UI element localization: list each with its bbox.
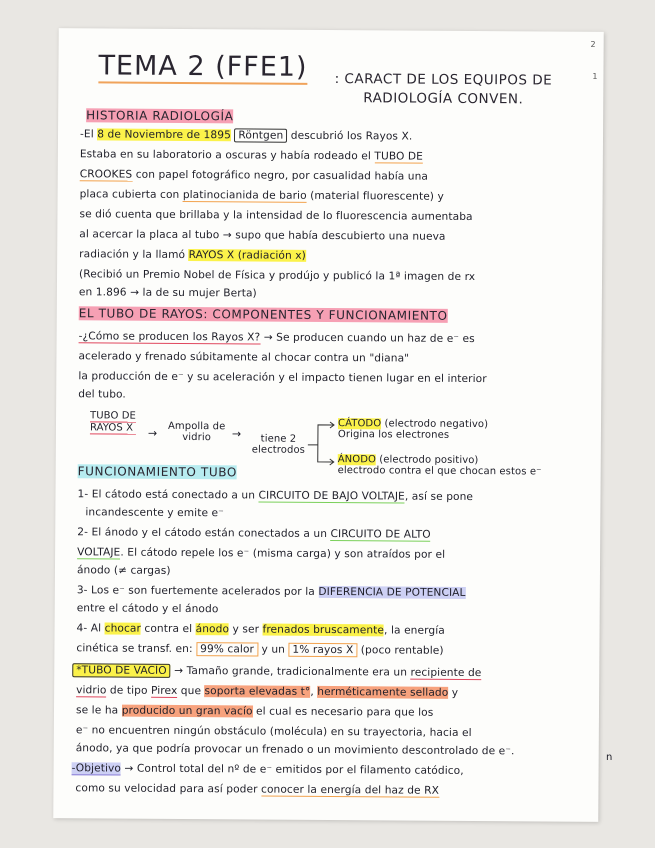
- text-line: *TUBO DE VACÍO → Tamaño grande, tradicionalmente era un recipiente de: [72, 664, 481, 679]
- page-number: 2: [590, 39, 596, 49]
- branch-arrow-icon: [306, 418, 336, 468]
- diagram-node-electrodos: tiene 2 electrodos: [251, 433, 306, 456]
- diagram-node-catodo: CÁTODO (electrodo negativo) Origina los electrones: [337, 418, 489, 441]
- text-line: se le ha producido un gran vacío el cual es necesario para que los: [75, 704, 434, 719]
- arrow-icon: →: [147, 426, 158, 440]
- text-line: como su velocidad para así poder conocer la energía del haz de RX: [75, 782, 440, 797]
- text-line: se dió cuenta que brillaba y la intensidad de lo fluorescencia aumentaba: [79, 208, 473, 224]
- text-line: ánodo (≠ cargas): [76, 564, 171, 577]
- text-line: e⁻ no encuentren ningún obstáculo (molécula) en su trayectoria, hacia el: [75, 724, 472, 740]
- text-line: -El 8 de Noviembre de 1895 Röntgen descubrió los Rayos X.: [79, 128, 413, 143]
- text-line: al acercar la placa al tubo → supo que había descubierto una nueva: [79, 228, 446, 243]
- text-line: (Recibió un Premio Nobel de Física y prodújo y publicó la 1ª imagen de rx: [79, 268, 476, 284]
- diagram-node-tubo: TUBO DE RAYOS X: [89, 410, 136, 434]
- text-line: VOLTAJE. El cátodo repele los e⁻ (misma carga) y son atraídos por el: [77, 546, 446, 561]
- text-line: -Objetivo → Control total del nº de e⁻ emitidos por el filamento catódico,: [71, 762, 464, 777]
- text-line: incandescente y emite e⁻: [85, 506, 224, 520]
- text-line: 3- Los e⁻ son fuertemente acelerados por la DIFERENCIA DE POTENCIAL: [76, 584, 466, 599]
- text-line: CROOKES con papel fotográfico negro, por casualidad había una: [79, 168, 429, 183]
- section-heading-historia: HISTORIA RADIOLOGÍA: [86, 108, 234, 124]
- text-line: radiación y la llamó RAYOS X (radiación x): [79, 248, 306, 262]
- text-line: vidrio de tipo Pirex que soporta elevadas t°, herméticamente sellado y: [76, 684, 459, 699]
- diagram-node-anodo: ÁNODO (electrodo positivo) electrodo contra el que chocan estos e⁻: [337, 454, 542, 478]
- margin-mark: n: [606, 752, 613, 763]
- text-line: -¿Cómo se producen los Rayos X? → Se producen cuando un haz de e⁻ es: [78, 330, 475, 346]
- text-line: ánodo, ya que podría provocar un frenado o un movimiento descontrolado de e⁻.: [75, 742, 515, 758]
- text-line: 2- El ánodo y el cátodo están conectados a un CIRCUITO DE ALTO: [77, 526, 431, 541]
- text-line: acelerado y frenado súbitamente al chocar contra un "diana": [78, 350, 410, 365]
- text-line: Estaba en su laboratorio a oscuras y había rodeado el TUBO DE: [79, 148, 424, 163]
- section-heading-funcionamiento: FUNCIONAMIENTO TUBO: [77, 464, 237, 480]
- text-line: placa cubierta con platinocianida de bario (material fluorescente) y: [79, 188, 444, 203]
- arrow-icon: →: [231, 427, 242, 441]
- page-number: 1: [592, 71, 598, 81]
- diagram-node-ampolla: Ampolla de vidrio: [167, 420, 226, 444]
- page-title: TEMA 2 (FFE1): [98, 50, 308, 83]
- page-subtitle: : CARACT DE LOS EQUIPOS DE RADIOLOGÍA CONVEN.: [334, 71, 553, 108]
- text-line: cinética se transf. en: 99% calor y un 1% rayos X (poco rentable): [76, 642, 444, 657]
- text-line: 4- Al chocar contra el ánodo y ser frenados bruscamente, la energía: [76, 622, 445, 637]
- text-line: 1- El cátodo está conectado a un CIRCUITO DE BAJO VOLTAJE, así se pone: [77, 488, 474, 504]
- section-heading-tubo: EL TUBO DE RAYOS: COMPONENTES Y FUNCIONAMIENTO: [78, 306, 448, 323]
- notebook-page: [53, 28, 604, 822]
- text-line: la producción de e⁻ y su aceleración y el impacto tienen lugar en el interior: [78, 370, 487, 386]
- text-line: entre el cátodo y el ánodo: [76, 602, 219, 616]
- text-line: en 1.896 → la de su mujer Berta): [78, 286, 257, 300]
- text-line: del tubo.: [78, 388, 126, 401]
